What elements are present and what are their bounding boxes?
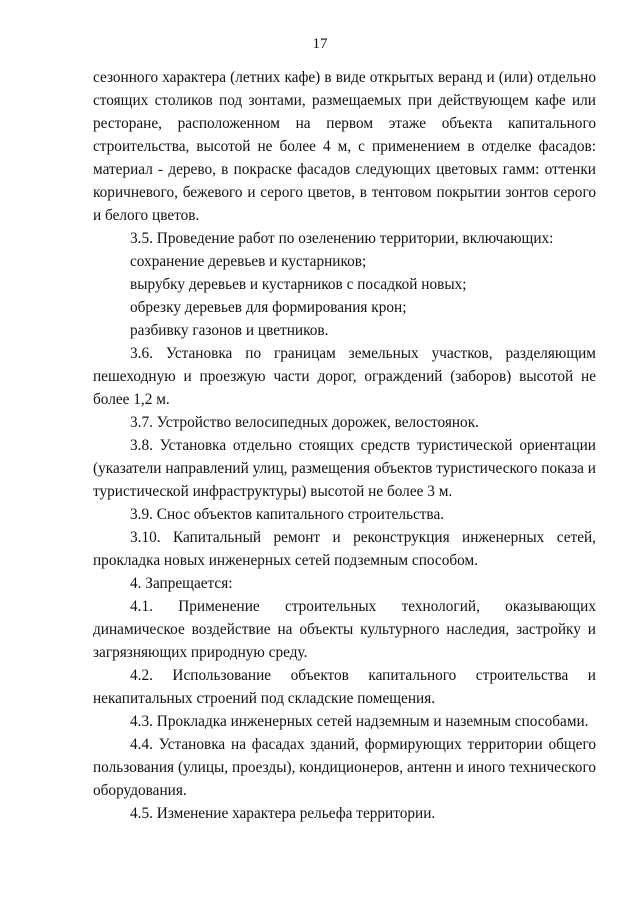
body-text xyxy=(93,66,596,825)
list-item-felling: вырубку деревьев и кустарников с посадкой новых; xyxy=(130,276,467,293)
paragraph-3-9: 3.9. Снос объектов капитального строительства. xyxy=(130,506,445,523)
paragraph-3-7: 3.7. Устройство велосипедных дорожек, велостоянок. xyxy=(130,414,479,431)
paragraph-3-6: 3.6. Установка по границам земельных участков, разделяющим пешеходную и проезжую части дорог, ограждений (заборов) высотой не более 1,2 м. xyxy=(93,345,596,408)
paragraph-3-10: 3.10. Капитальный ремонт и реконструкция инженерных сетей, прокладка новых инженерных сетей подземным способом. xyxy=(93,529,596,569)
list-item-pruning: обрезку деревьев для формирования крон; xyxy=(130,299,407,316)
paragraph-4: 4. Запрещается: xyxy=(130,575,233,592)
paragraph-4-1: 4.1. Применение строительных технологий, оказывающих динамическое воздействие на объекты культурного наследия, застройку и загрязняющих природную среду. xyxy=(93,598,596,661)
paragraph-3-5: 3.5. Проведение работ по озеленению территории, включающих: xyxy=(130,230,554,247)
list-item-preservation: сохранение деревьев и кустарников; xyxy=(130,253,367,270)
list-item-lawns: разбивку газонов и цветников. xyxy=(130,322,329,339)
paragraph-4-5: 4.5. Изменение характера рельефа территории. xyxy=(130,805,436,822)
paragraph-4-2: 4.2. Использование объектов капитального строительства и некапитальных строений под складские помещения. xyxy=(93,667,596,707)
paragraph-4-4: 4.4. Установка на фасадах зданий, формирующих территории общего пользования (улицы, проезды), кондиционеров, антенн и иного технического оборудования. xyxy=(93,736,596,799)
page-number: 17 xyxy=(312,36,328,52)
paragraph-cafe-continuation: сезонного характера (летних кафе) в виде открытых веранд и (или) отдельно стоящих столиков под зонтами, размещаемых при действующем кафе или ресторане, расположенном на первом этаже объекта капитального строительства, высотой не более 4 м, с применением в отделке фасадов: материал - дерево, в покраске фасадов следующих цветовых гамм: оттенки коричневого, бежевого и серого цветов, в тентовом покрытии зонтов серого и белого цветов. xyxy=(93,69,596,224)
paragraph-4-3: 4.3. Прокладка инженерных сетей надземным и наземным способами. xyxy=(130,713,589,730)
paragraph-3-8: 3.8. Установка отдельно стоящих средств туристической ориентации (указатели направлений улиц, размещения объектов туристического показа и туристической инфраструктуры) высотой не более 3 м. xyxy=(93,437,596,500)
